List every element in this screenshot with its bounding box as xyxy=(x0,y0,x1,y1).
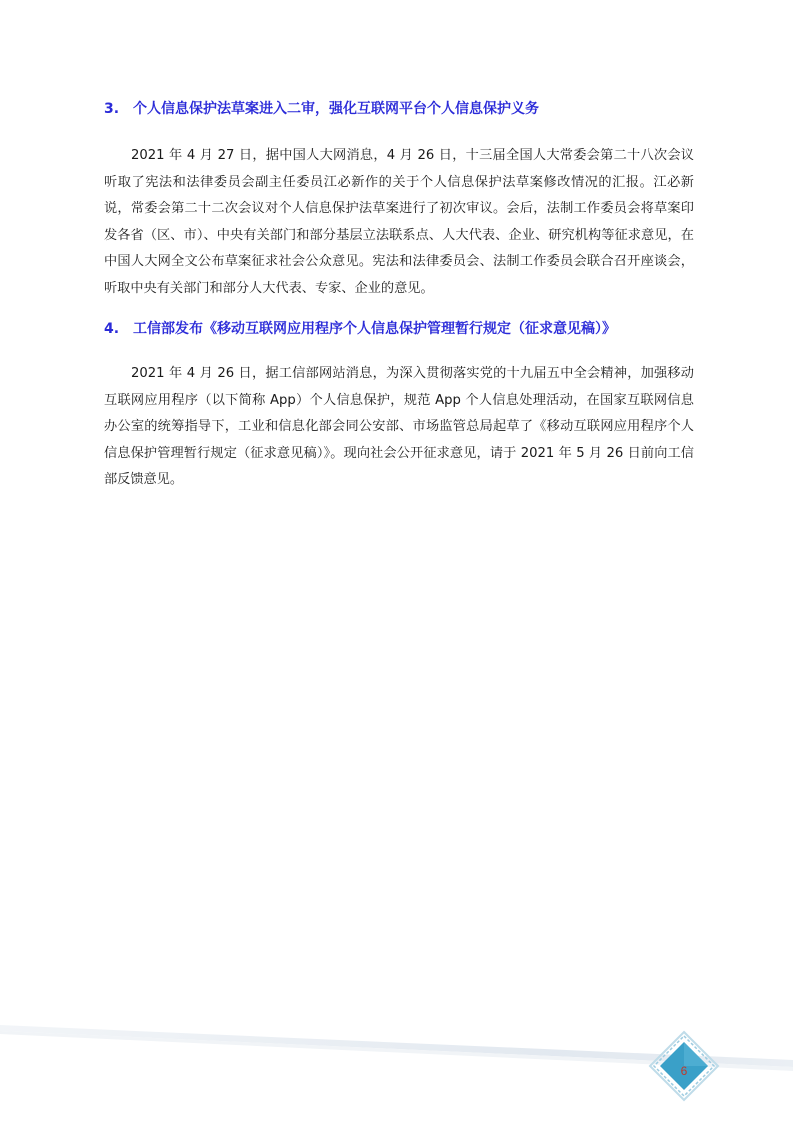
section-paragraph-4: 2021 年 4 月 26 日，据工信部网站消息，为深入贯彻落实党的十九届五中全会精神，加强移动互联网应用程序（以下简称 App）个人信息保护，规范 App 个人信息处理活动，在国家互联网信息办公室的统筹指导下，工业和信息化部会同公安部、市场监管总局起草了《移动互联网应用程序个人信息保护管理暂行规定（征求意见稿）》。现向社会公开征求意见，请于 2021 年 5 月 26 日前向工信部反馈意见。 xyxy=(104,366,694,487)
section-paragraph-3: 2021 年 4 月 27 日，据中国人大网消息，4 月 26 日，十三届全国人大常委会第二十八次会议听取了宪法和法律委员会副主任委员江必新作的关于个人信息保护法草案修改情况的汇报。江必新说，常委会第二十二次会议对个人信息保护法草案进行了初次审议。会后，法制工作委员会将草案印发各省（区、市）、中央有关部门和部分基层立法联系点、人大代表、企业、研究机构等征求意见，在中国人大网全文公布草案征求社会公众意见。宪法和法律委员会、法制工作委员会联合召开座谈会，听取中央有关部门和部分人大代表、专家、企业的意见。 xyxy=(104,148,694,296)
section-heading-3 xyxy=(104,99,704,119)
section-title: 工信部发布《移动互联网应用程序个人信息保护管理暂行规定（征求意见稿）》 xyxy=(133,321,616,337)
page-number: 6 xyxy=(680,1064,688,1078)
section-number: 4. xyxy=(104,321,120,337)
section-heading-4 xyxy=(104,319,704,339)
section-number: 3. xyxy=(104,101,120,117)
section-title: 个人信息保护法草案进入二审，强化互联网平台个人信息保护义务 xyxy=(133,101,539,117)
